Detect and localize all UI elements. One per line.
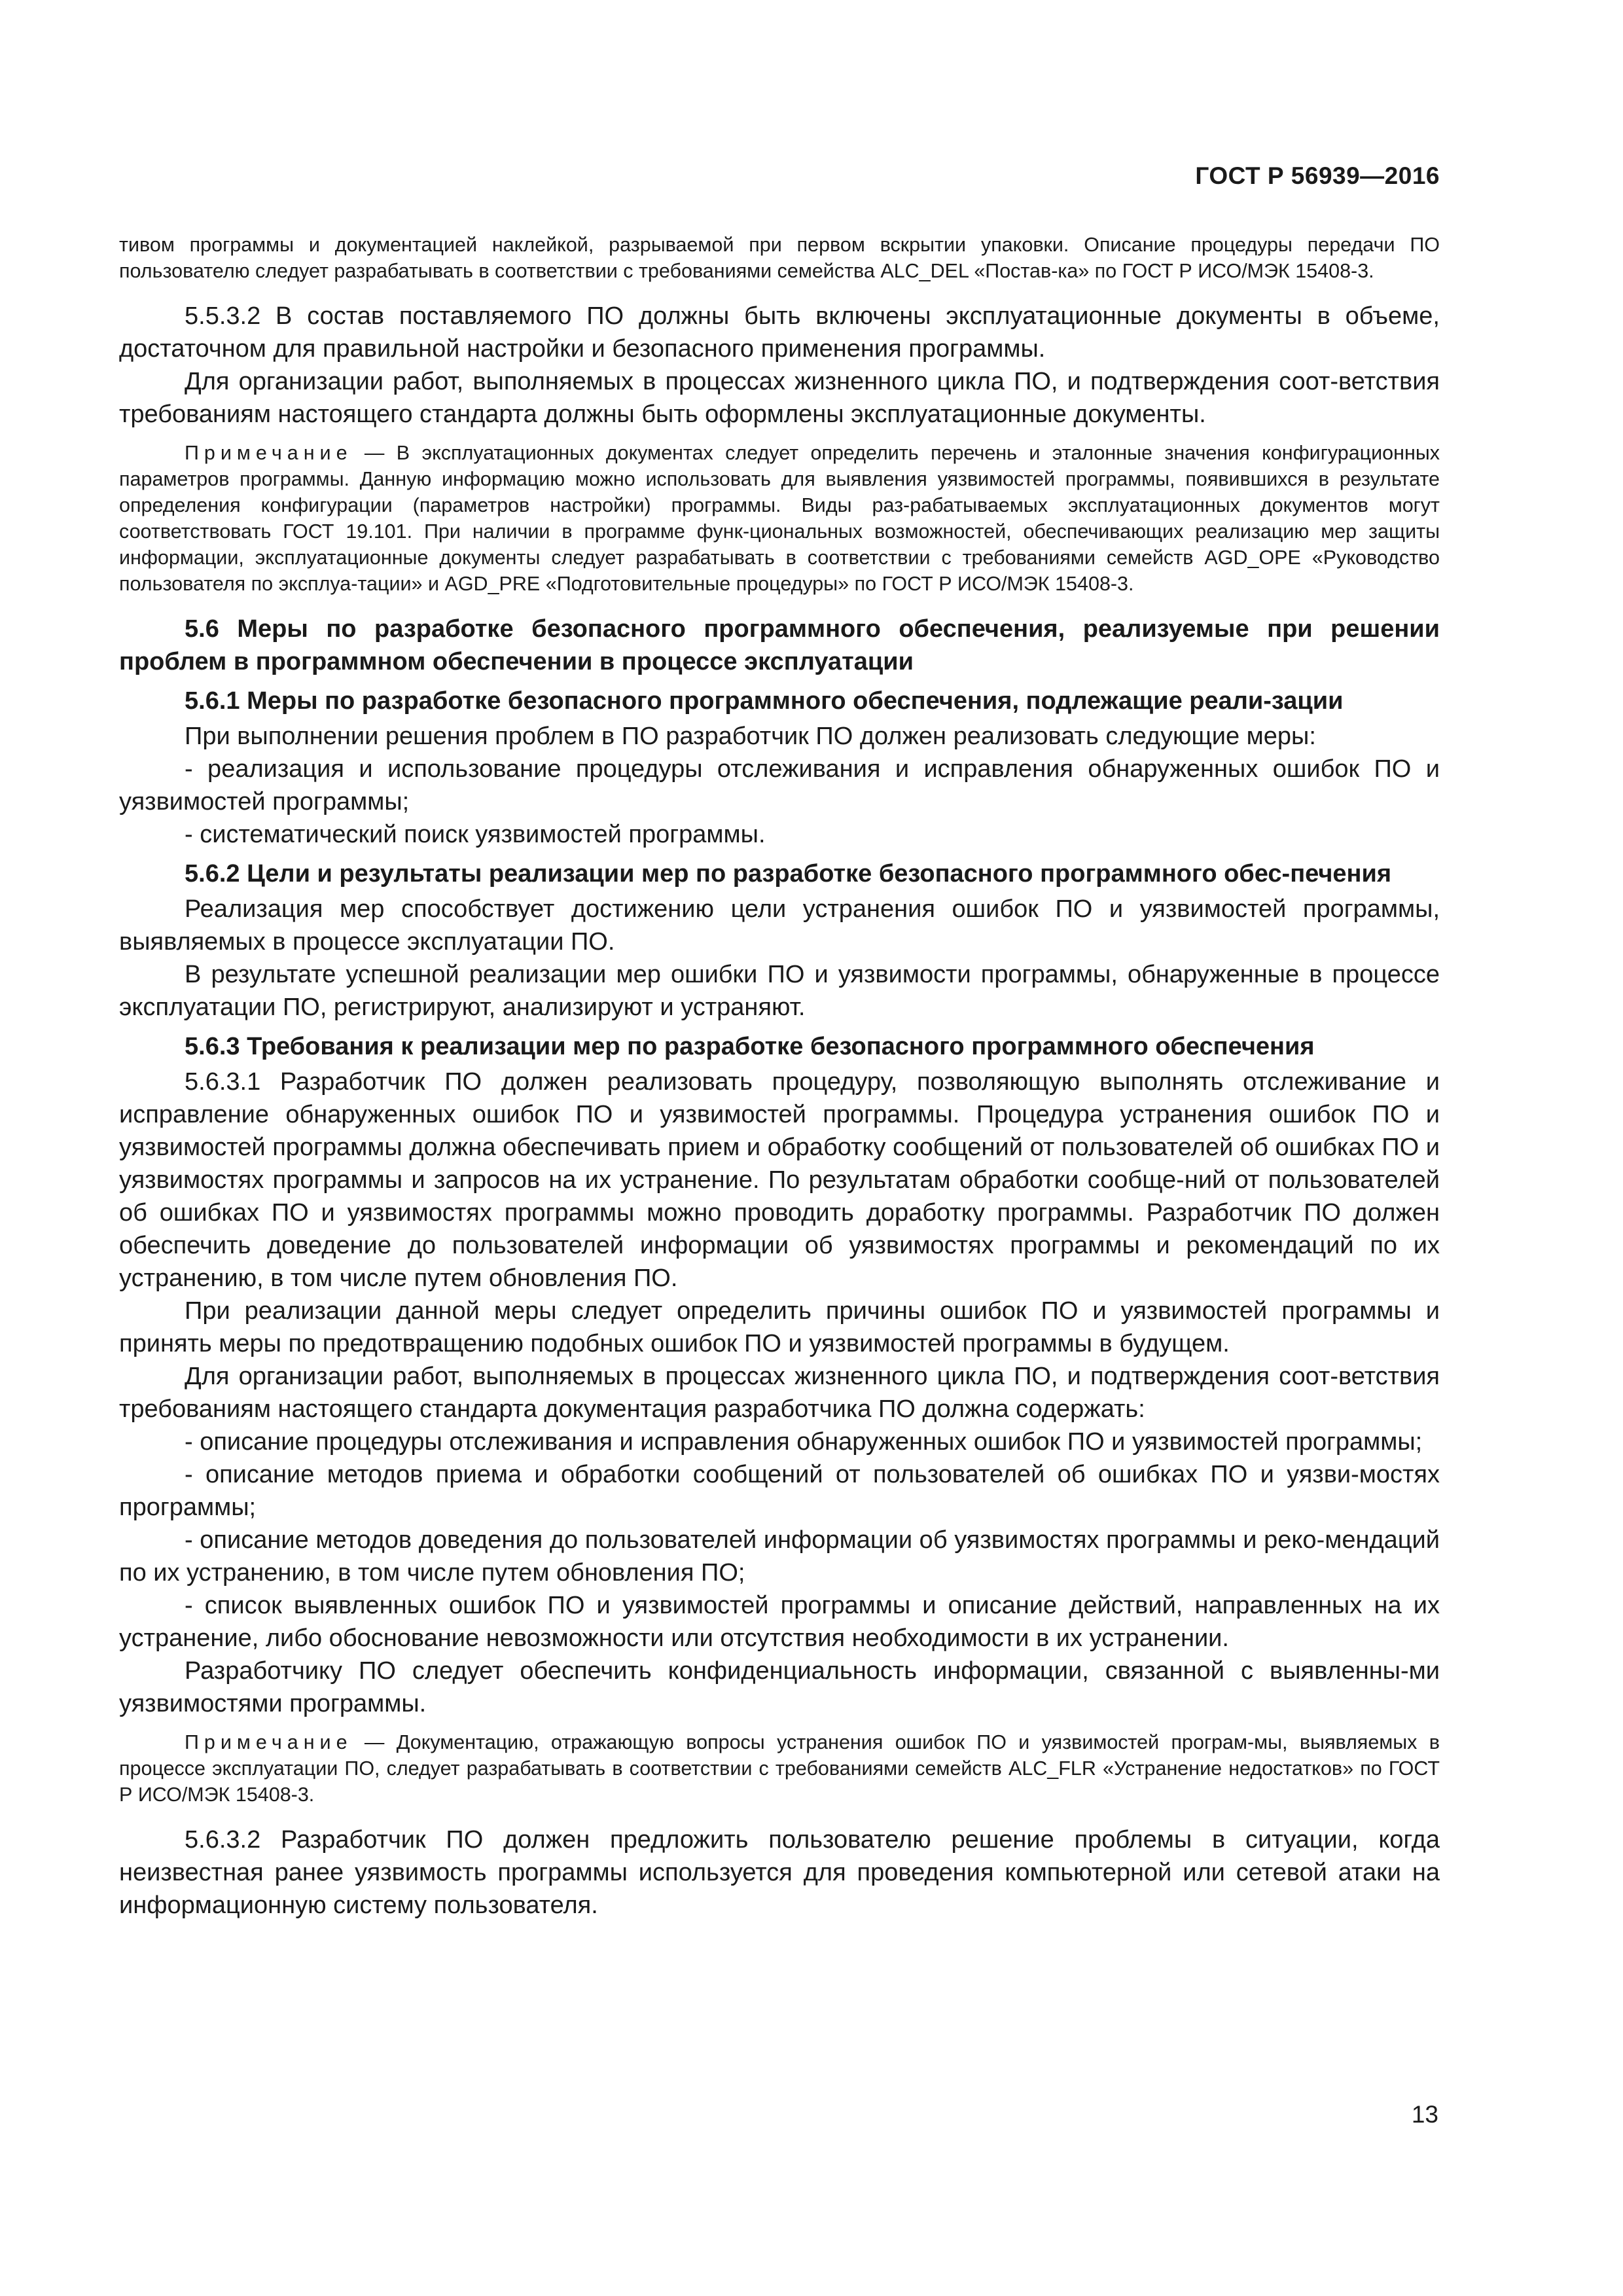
- paragraph-confidentiality: Разработчику ПО следует обеспечить конфиденциальность информации, связанной с выявленны-ми уязвимостями программы.: [119, 1657, 1440, 1717]
- section-5-6-3-heading: 5.6.3 Требования к реализации мер по разработке безопасного программного обеспечения: [185, 1033, 1315, 1060]
- paragraph-5-6-1: При выполнении решения проблем в ПО разработчик ПО должен реализовать следующие меры:: [185, 723, 1316, 750]
- note-1: [119, 440, 1440, 597]
- section-5-6-1-heading: 5.6.1 Меры по разработке безопасного программного обеспечения, подлежащие реали-зации: [185, 687, 1344, 715]
- list-item-5-6-3-a: - описание процедуры отслеживания и исправления обнаруженных ошибок ПО и уязвимостей программы;: [185, 1428, 1423, 1456]
- note-2: [119, 1729, 1440, 1808]
- continued-paragraph: тивом программы и документацией наклейкой, разрываемой при первом вскрытии упаковки. Описание процедуры передачи ПО пользователю следует разрабатывать в соответствии с требованиями семейства ALC_DEL «Постав-ка» по ГОСТ Р ИСО/МЭК 15408-3.: [119, 234, 1440, 282]
- clause-5-6-3-1: 5.6.3.1 Разработчик ПО должен реализовать процедуру, позволяющую выполнять отслеживание и исправление обнаруженных ошибок ПО и уязвимостей программы. Процедура устранения ошибок ПО и уязвимостей программы должна обеспечивать прием и обработку сообщений от пользователей об ошибках ПО и уязвимостях программы и запросов на их устранение. По результатам обработки сообще-ний от пользователей об ошибках ПО и уязвимостях программы можно проводить доработку программы. Разработчик ПО должен обеспечить доведение до пользователей информации об уязвимостях программы и рекомендаций по их устранению, в том числе путем обновления ПО.: [119, 1068, 1440, 1292]
- paragraph-reasons: При реализации данной меры следует определить причины ошибок ПО и уязвимостей программы и принять меры по предотвращению подобных ошибок ПО и уязвимостей программы в будущем.: [119, 1297, 1440, 1357]
- page-number: 13: [1411, 2101, 1438, 2128]
- page-body: [119, 154, 1440, 1922]
- note-1-text: — В эксплуатационных документах следует определить перечень и эталонные значения конфигурационных параметров программы. Данную информацию можно использовать для выявления уязвимостей программы, появившихся в результате определения конфигурации (параметров настройки) программы. Виды раз-рабатываемых эксплуатационных документов могут соответствовать ГОСТ 19.101. При наличии в программе функ-циональных возможностей, обеспечивающих реализацию мер защиты информации, эксплуатационные документы следует разрабатывать в соответствии с требованиями семейств AGD_OPE «Руководство пользователя по эксплуа-тации» и AGD_PRE «Подготовительные процедуры» по ГОСТ Р ИСО/МЭК 15408-3.: [119, 442, 1440, 595]
- paragraph-org-docs: Для организации работ, выполняемых в процессах жизненного цикла ПО, и подтверждения соот-ветствия требованиям настоящего стандарта должны быть оформлены эксплуатационные документы.: [119, 368, 1440, 428]
- note-1-label: Примечание: [185, 442, 353, 464]
- paragraph-5-6-2-a: Реализация мер способствует достижению цели устранения ошибок ПО и уязвимостей программы, выявляемых в процессе эксплуатации ПО.: [119, 895, 1440, 956]
- list-item-5-6-3-c: - описание методов доведения до пользователей информации об уязвимостях программы и реко-мендаций по их устранению, в том числе путем обновления ПО;: [119, 1526, 1440, 1587]
- standard-code-header: ГОСТ Р 56939—2016: [1195, 162, 1440, 189]
- clause-5-5-3-2: 5.5.3.2 В состав поставляемого ПО должны быть включены эксплуатационные документы в объеме, достаточном для правильной настройки и безопасного применения программы.: [119, 302, 1440, 363]
- paragraph-5-6-2-b: В результате успешной реализации мер ошибки ПО и уязвимости программы, обнаруженные в процессе эксплуатации ПО, регистрируют, анализируют и устраняют.: [119, 961, 1440, 1021]
- section-5-6-2-heading: 5.6.2 Цели и результаты реализации мер по разработке безопасного программного обес-печения: [185, 860, 1392, 888]
- list-item-5-6-3-d: - список выявленных ошибок ПО и уязвимостей программы и описание действий, направленных на их устранение, либо обоснование невозможности или отсутствия необходимости в их устранении.: [119, 1592, 1440, 1652]
- section-5-6-heading: 5.6 Меры по разработке безопасного программного обеспечения, реализуемые при решении проблем в программном обеспечении в процессе эксплуатации: [119, 615, 1440, 675]
- paragraph-org-docs-developer: Для организации работ, выполняемых в процессах жизненного цикла ПО, и подтверждения соот-ветствия требованиям настоящего стандарта документация разработчика ПО должна содержать:: [119, 1363, 1440, 1423]
- list-item-5-6-1-a: - реализация и использование процедуры отслеживания и исправления обнаруженных ошибок ПО и уязвимостей программы;: [119, 755, 1440, 816]
- list-item-5-6-3-b: - описание методов приема и обработки сообщений от пользователей об ошибках ПО и уязви-мостях программы;: [119, 1461, 1440, 1521]
- clause-5-6-3-2: 5.6.3.2 Разработчик ПО должен предложить пользователю решение проблемы в ситуации, когда неизвестная ранее уязвимость программы используется для проведения компьютерной или сетевой атаки на информационную систему пользователя.: [119, 1826, 1440, 1919]
- note-2-text: — Документацию, отражающую вопросы устранения ошибок ПО и уязвимостей програм-мы, выявляемых в процессе эксплуатации ПО, следует разрабатывать в соответствии с требованиями семейств ALC_FLR «Устранение недостатков» по ГОСТ Р ИСО/МЭК 15408-3.: [119, 1731, 1440, 1806]
- list-item-5-6-1-b: - систематический поиск уязвимостей программы.: [185, 821, 766, 848]
- note-2-label: Примечание: [185, 1731, 353, 1753]
